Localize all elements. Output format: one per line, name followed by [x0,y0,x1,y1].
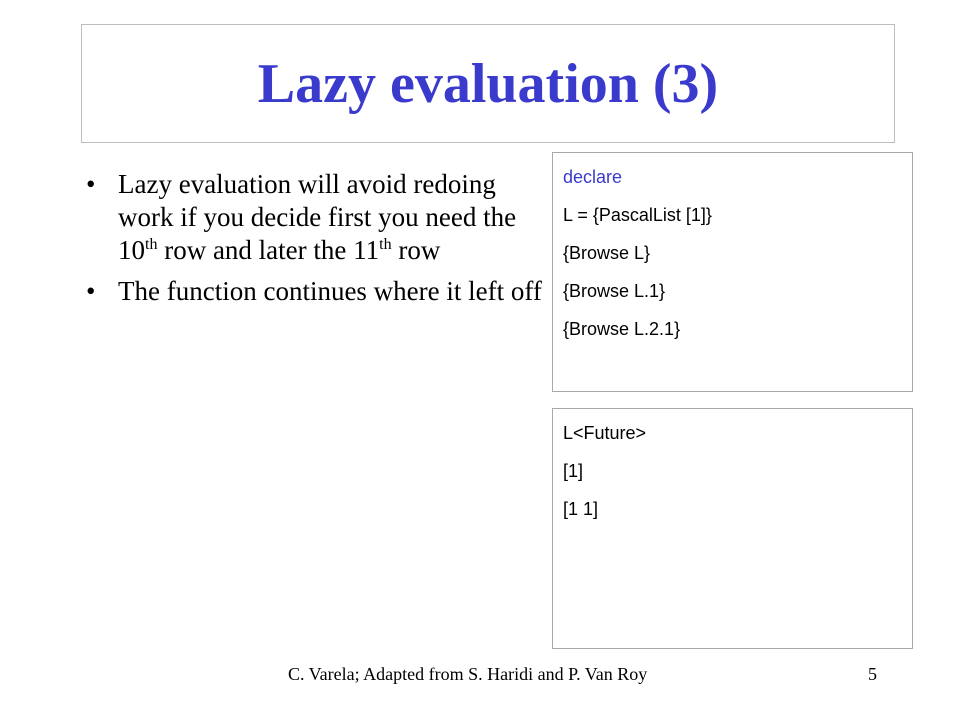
superscript: th [379,236,392,253]
bullet-marker: • [86,169,96,199]
superscript: th [145,236,158,253]
code-line: {Browse L.1} [563,281,666,301]
footer-credit: C. Varela; Adapted from S. Haridi and P. Van Roy [288,664,648,684]
output-panel [552,408,913,649]
code-line: L = {PascalList [1]} [563,205,712,225]
bullet-list [86,168,548,316]
code-line: {Browse L.2.1} [563,319,681,339]
output-line: [1] [563,461,584,481]
code-line: {Browse L} [563,243,651,263]
bullet-marker: • [86,276,96,306]
title-box [81,24,895,143]
bullet-item [86,275,548,308]
output-line: [1 1] [563,499,599,519]
bullet-text-part: row and later the 11 [157,235,380,265]
bullet-text-part: Lazy evaluation will avoid redoing work if you decide first you need the 10 [118,169,517,265]
output-line: L<Future> [563,423,647,443]
page-number: 5 [868,664,877,684]
bullet-text: The function continues where it left off [118,276,542,306]
bullet-text [118,169,516,265]
bullet-item [86,168,548,267]
code-panel [552,152,913,392]
code-line: declare [563,167,623,187]
slide-title: Lazy evaluation (3) [257,52,719,115]
bullet-text-part: row [391,235,441,265]
